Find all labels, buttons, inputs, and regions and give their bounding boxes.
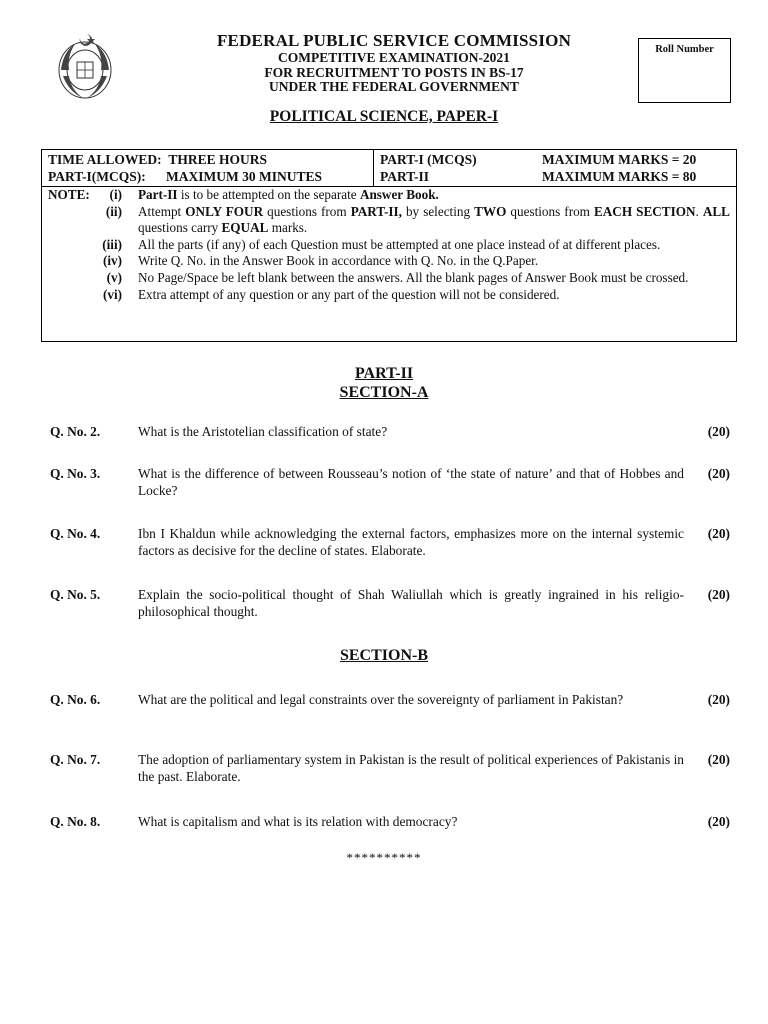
note-text: All the parts (if any) of each Question must be attempted at one place instead of at different places.: [138, 236, 661, 252]
note-text: Write Q. No. in the Answer Book in accordance with Q. No. in the Q.Paper.: [138, 253, 539, 269]
question-text: Ibn I Khaldun while acknowledging the external factors, emphasizes more on the internal systemic factors as decisive for the decline of states. Elaborate.: [138, 526, 684, 558]
note-item: [42, 287, 736, 304]
time-allowed-label: TIME ALLOWED:: [48, 152, 162, 167]
mcq-label: PART-I(MCQS):: [48, 169, 146, 184]
note-span: Attempt: [138, 203, 186, 219]
note-item: [42, 204, 736, 237]
note-bold: ONLY FOUR: [185, 203, 264, 219]
note-text: [138, 187, 730, 204]
question-marks: (20): [707, 466, 730, 481]
time-allowed-value: THREE HOURS: [168, 152, 268, 167]
question-number: Q. No. 8.: [50, 814, 101, 829]
instructions-notes: [41, 187, 737, 342]
note-label: NOTE:: [48, 187, 90, 202]
part2-label: PART-II: [380, 169, 430, 184]
exam-name: COMPETITIVE EXAMINATION-2021: [278, 50, 510, 65]
note-number: (iii): [102, 236, 122, 252]
note-number: (i): [109, 187, 122, 202]
note-item: [42, 237, 736, 254]
note-number: (vi): [102, 286, 122, 302]
note-text: Extra attempt of any question or any part of the question will not be considered.: [138, 286, 560, 302]
note-item: [42, 187, 736, 204]
part1-label: PART-I (MCQS): [380, 152, 477, 167]
question-number: Q. No. 2.: [50, 424, 101, 439]
paper-title: POLITICAL SCIENCE, PAPER-I: [269, 108, 499, 125]
question-number: Q. No. 6.: [50, 692, 101, 707]
note-bold: TWO: [474, 203, 507, 219]
note-text: No Page/Space be left blank between the answers. All the blank pages of Answer Book must be crossed.: [138, 269, 689, 285]
part2-marks: MAXIMUM MARKS = 80: [542, 169, 697, 184]
note-bold: Answer Book.: [359, 187, 439, 202]
question-number: Q. No. 7.: [50, 752, 101, 767]
section-a-heading: SECTION-A: [339, 384, 429, 401]
question-marks: (20): [707, 526, 730, 541]
question-text: The adoption of parliamentary system in Pakistan is the result of political experiences of Pakistanis in the past. Elaborate.: [138, 752, 684, 784]
note-number: (iv): [102, 253, 122, 269]
question-marks: (20): [707, 752, 730, 767]
note-number: (v): [106, 269, 122, 285]
note-span: questions carry: [138, 220, 222, 236]
question-marks: (20): [707, 424, 730, 439]
question-text: What is the Aristotelian classification of state?: [138, 424, 388, 439]
note-span: marks.: [268, 220, 308, 236]
note-item: [42, 253, 736, 270]
end-of-paper-marker: **********: [346, 850, 422, 865]
question-text: What is capitalism and what is its relation with democracy?: [138, 814, 458, 829]
note-bold: EACH SECTION: [593, 203, 696, 219]
note-bold: EQUAL: [221, 220, 269, 236]
note-span: .: [695, 203, 703, 219]
question-number: Q. No. 5.: [50, 587, 101, 602]
question-text: What is the difference of between Rousseau’s notion of ‘the state of nature’ and that of Hobbes and Locke?: [138, 466, 684, 498]
roll-number-label: Roll Number: [655, 44, 714, 55]
question-number: Q. No. 3.: [50, 466, 101, 481]
note-bold: PART-II,: [350, 203, 402, 219]
roll-number-box[interactable]: [638, 38, 731, 103]
note-bold: ALL: [702, 203, 730, 219]
note-item: [42, 270, 736, 287]
part1-marks: MAXIMUM MARKS = 20: [542, 152, 697, 167]
note-bold: Part-II: [138, 187, 178, 202]
note-span: questions from: [263, 203, 351, 219]
note-number: (ii): [105, 203, 122, 219]
note-span: is to be attempted on the separate: [177, 187, 360, 202]
question-marks: (20): [707, 814, 730, 829]
time-cell: [42, 150, 374, 187]
question-number: Q. No. 4.: [50, 526, 101, 541]
note-span: questions from: [506, 203, 594, 219]
question-text: Explain the socio-political thought of Shah Waliullah which is greatly ingrained in his religio-philosophical thought.: [138, 587, 684, 619]
commission-name: FEDERAL PUBLIC SERVICE COMMISSION: [216, 31, 572, 50]
marks-cell: [374, 150, 737, 187]
recruitment-line: FOR RECRUITMENT TO POSTS IN BS-17: [264, 64, 524, 80]
mcq-duration-value: MAXIMUM 30 MINUTES: [166, 169, 323, 184]
question-marks: (20): [707, 587, 730, 602]
government-line: UNDER THE FEDERAL GOVERNMENT: [269, 79, 519, 94]
section-b-heading: SECTION-B: [339, 647, 429, 664]
question-marks: (20): [707, 692, 730, 707]
note-text: [138, 204, 730, 237]
fpsc-emblem-logo: [47, 30, 123, 106]
exam-info-table: [41, 149, 737, 187]
question-text: What are the political and legal constraints over the sovereignty of parliament in Pakistan?: [138, 692, 624, 707]
part-heading: PART-II: [354, 365, 414, 382]
exam-title-block: [196, 31, 592, 95]
note-span: by selecting: [401, 203, 475, 219]
